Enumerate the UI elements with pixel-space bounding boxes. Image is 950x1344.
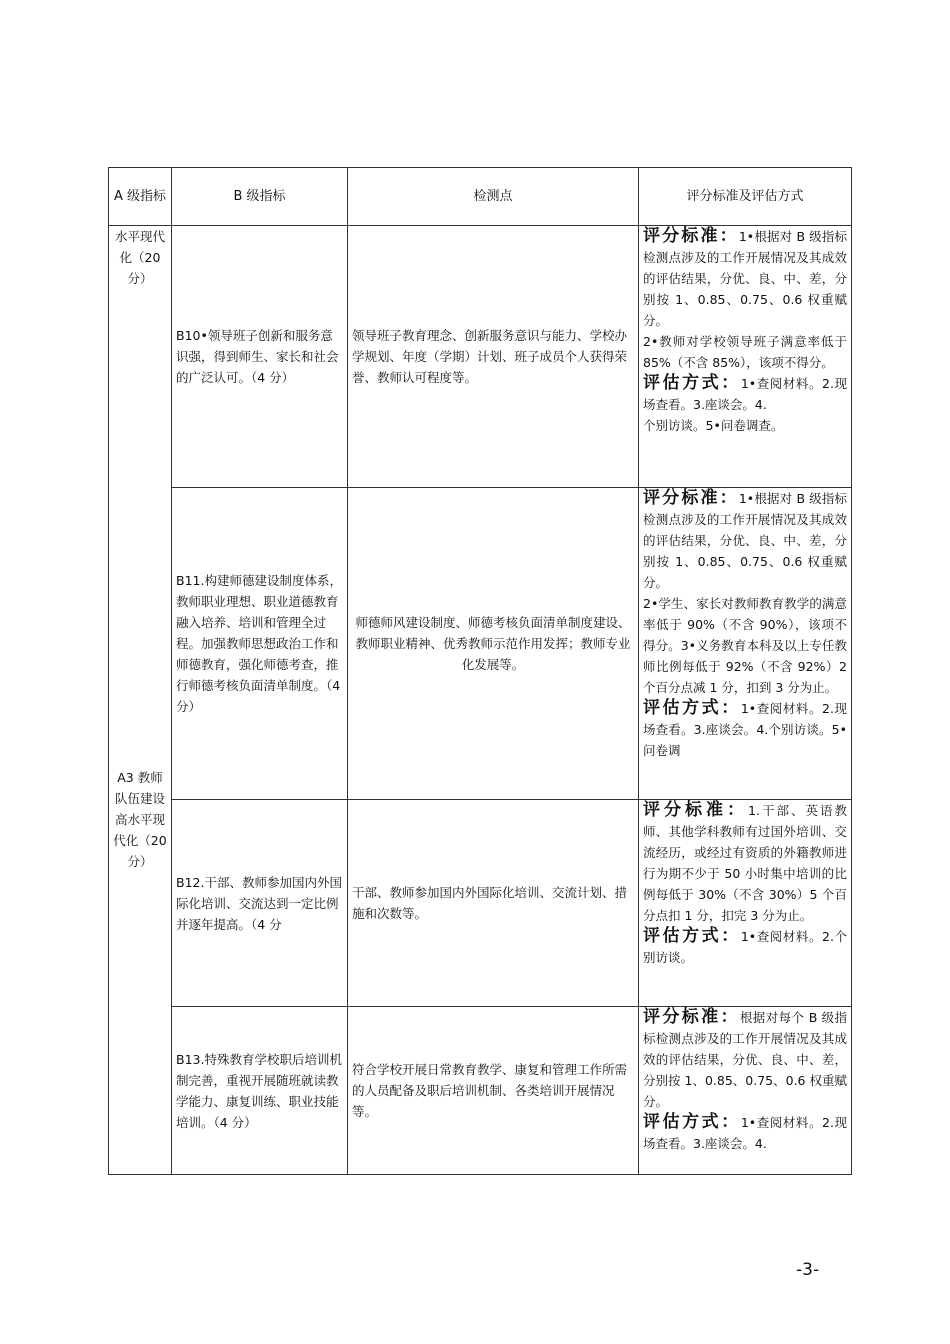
b-indicator: B11.构建师德建设制度体系，教师职业理想、职业道德教育融入培养、培训和管理全过程。加强教师思想政治工作和师德教育，强化师德考查，推行师德考核负面清单制度。（4 分） (172, 488, 348, 800)
standard-text: 根据对每个 B 级指标检测点涉及的工作开展情况及其成效的评估结果，分优、良、中、差，分别按 1、0.85、0.75、0.6 权重赋分。 (643, 1010, 848, 1109)
a-level-cell (109, 226, 172, 1175)
method-text: 1•查阅材料。2.现场查看。3.座谈会。4. (643, 1115, 847, 1151)
header-a-level: A 级指标 (109, 168, 172, 226)
standard-heading: 评分标准： (643, 800, 749, 820)
table-row-b12 (109, 800, 852, 1007)
method-heading: 评估方式： (643, 373, 741, 393)
method-heading: 评估方式： (643, 698, 741, 718)
method-text: 1•查阅材料。2.现场查看。3.座谈会。4. (643, 376, 847, 412)
checkpoint: 师德师风建设制度、师德考核负面清单制度建设、教师职业精神、优秀教师示范作用发挥；教师专业化发展等。 (348, 488, 639, 800)
b-indicator: B13.特殊教育学校职后培训机制完善，重视开展随班就读教学能力、康复训练、职业技能培训。（4 分） (172, 1007, 348, 1175)
standard-text: 1.干部、英语教师、其他学科教师有过国外培训、交流经历，或经过有资质的外籍教师进行为期不少于 50 小时集中培训的比例每低于 30%（不含 30%）5 个百分点扣 1 分，扣完 3 分为止。 (643, 803, 847, 923)
standard-cell (639, 488, 852, 800)
standard-heading: 评分标准： (643, 1007, 740, 1027)
evaluation-table (108, 167, 852, 1175)
page-number: -3- (796, 1260, 820, 1280)
table-row-b13 (109, 1007, 852, 1175)
method-text: 1•查阅材料。2.个别访谈。 (643, 929, 847, 965)
checkpoint: 领导班子教育理念、创新服务意识与能力、学校办学规划、年度（学期）计划、班子成员个人获得荣誉、教师认可程度等。 (348, 226, 639, 488)
a-level-label: A3 教师队伍建设高水平现代化（20分） (113, 770, 167, 869)
b-indicator: B12.干部、教师参加国内外国际化培训、交流达到一定比例并逐年提高。（4 分 (172, 800, 348, 1007)
standard-text: 1•根据对 B 级指标检测点涉及的工作开展情况及其成效的评估结果，分优、良、中、差，分别按 1、0.85、0.75、0.6 权重赋分。 (643, 491, 847, 590)
standard-text-2: 2•教师对学校领导班子满意率低于 85%（不含 85%），该项不得分。 (643, 334, 847, 370)
standard-heading: 评分标准： (643, 226, 739, 246)
header-checkpoint: 检测点 (348, 168, 639, 226)
method-text: 1•查阅材料。2.现场查看。3.座谈会。4.个别访谈。5•问卷调 (643, 701, 847, 758)
checkpoint: 干部、教师参加国内外国际化培训、交流计划、措施和次数等。 (348, 800, 639, 1007)
a-level-continuation: 水平现代化（20分） (114, 229, 165, 286)
standard-heading: 评分标准： (643, 488, 739, 508)
method-heading: 评估方式： (643, 926, 741, 946)
table-row-b11 (109, 488, 852, 800)
b-indicator: B10•领导班子创新和服务意识强，得到师生、家长和社会的广泛认可。（4 分） (172, 226, 348, 488)
method-text-2: 个别访谈。5•问卷调查。 (643, 418, 784, 433)
table-row-b10 (109, 226, 852, 488)
standard-cell (639, 226, 852, 488)
checkpoint: 符合学校开展日常教育教学、康复和管理工作所需的人员配备及职后培训机制、各类培训开展情况等。 (348, 1007, 639, 1175)
header-row (109, 168, 852, 226)
standard-cell (639, 800, 852, 1007)
header-b-level: B 级指标 (172, 168, 348, 226)
header-standard: 评分标准及评估方式 (639, 168, 852, 226)
method-heading: 评估方式： (643, 1112, 741, 1132)
standard-cell (639, 1007, 852, 1175)
standard-text: 1•根据对 B 级指标检测点涉及的工作开展情况及其成效的评估结果，分优、良、中、差，分别按 1、0.85、0.75、0.6 权重赋分。 (643, 229, 847, 328)
standard-text-2: 2•学生、家长对教师教育教学的满意率低于 90%（不含 90%），该项不得分。3•义务教育本科及以上专任教师比例每低于 92%（不含 92%）2 个百分点减 1 分，扣到 3 分为止。 (643, 596, 847, 695)
